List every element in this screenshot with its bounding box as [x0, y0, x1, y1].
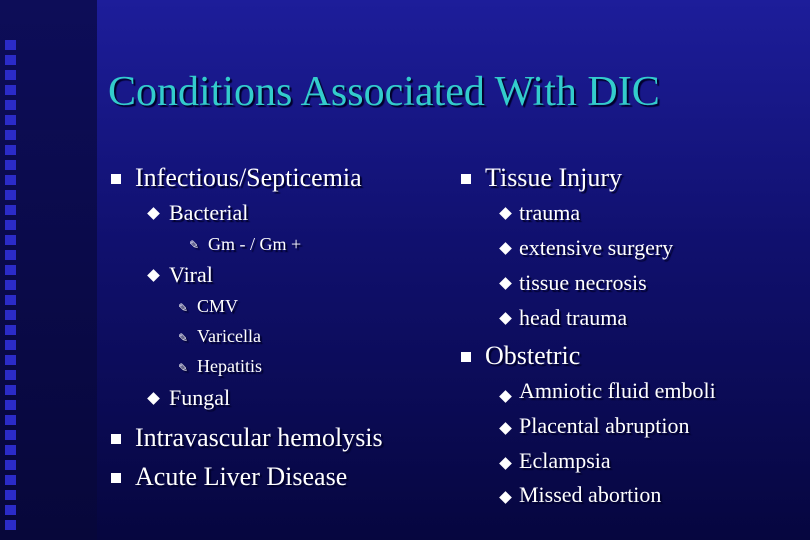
- bullet-liver: Acute Liver Disease: [135, 462, 348, 491]
- diamond-bullet-icon: [499, 491, 512, 504]
- diamond-bullet-icon: [499, 422, 512, 435]
- bullet-bacterial: Bacterial: [169, 200, 249, 225]
- diamond-bullet-icon: [499, 277, 512, 290]
- bullet-hepatitis: Hepatitis: [197, 356, 262, 376]
- diamond-bullet-icon: [147, 392, 160, 405]
- square-bullet-icon: [111, 473, 121, 483]
- bullet-infectious: Infectious/Septicemia: [135, 163, 362, 192]
- diamond-bullet-icon: [499, 242, 512, 255]
- diamond-bullet-icon: [499, 457, 512, 470]
- bullet-cmv: CMV: [197, 296, 239, 316]
- diamond-bullet-icon: [499, 207, 512, 220]
- bullet-intravascular: Intravascular hemolysis: [135, 423, 383, 452]
- bullet-tissue-necrosis: tissue necrosis: [519, 270, 647, 295]
- diamond-bullet-icon: [147, 269, 160, 282]
- bullet-missed-abortion: Missed abortion: [519, 482, 662, 507]
- square-pattern: [5, 40, 16, 535]
- pen-bullet-icon: ✎: [178, 301, 189, 315]
- diamond-bullet-icon: [499, 390, 512, 403]
- square-bullet-icon: [111, 174, 121, 184]
- bullet-obstetric: Obstetric: [485, 341, 581, 370]
- bullet-viral: Viral: [169, 262, 213, 287]
- decorative-side-bar: [0, 0, 97, 540]
- square-bullet-icon: [461, 352, 471, 362]
- square-bullet-icon: [461, 174, 471, 184]
- diamond-bullet-icon: [147, 207, 160, 220]
- diamond-bullet-icon: [499, 312, 512, 325]
- pen-bullet-icon: ✎: [189, 238, 200, 252]
- square-bullet-icon: [111, 434, 121, 444]
- slide-title: Conditions Associated With DIC: [108, 69, 660, 115]
- bullet-tissue-injury: Tissue Injury: [485, 163, 623, 192]
- pen-bullet-icon: ✎: [178, 331, 189, 345]
- bullet-placental: Placental abruption: [519, 413, 690, 438]
- bullet-trauma: trauma: [519, 200, 581, 225]
- bullet-amniotic: Amniotic fluid emboli: [519, 378, 716, 403]
- bullet-fungal: Fungal: [169, 385, 231, 410]
- bullet-eclampsia: Eclampsia: [519, 448, 611, 473]
- bullet-varicella: Varicella: [197, 326, 261, 346]
- bullet-gm: Gm - / Gm +: [208, 234, 302, 254]
- bullet-extensive-surgery: extensive surgery: [519, 235, 674, 260]
- bullet-head-trauma: head trauma: [519, 305, 628, 330]
- pen-bullet-icon: ✎: [178, 361, 189, 375]
